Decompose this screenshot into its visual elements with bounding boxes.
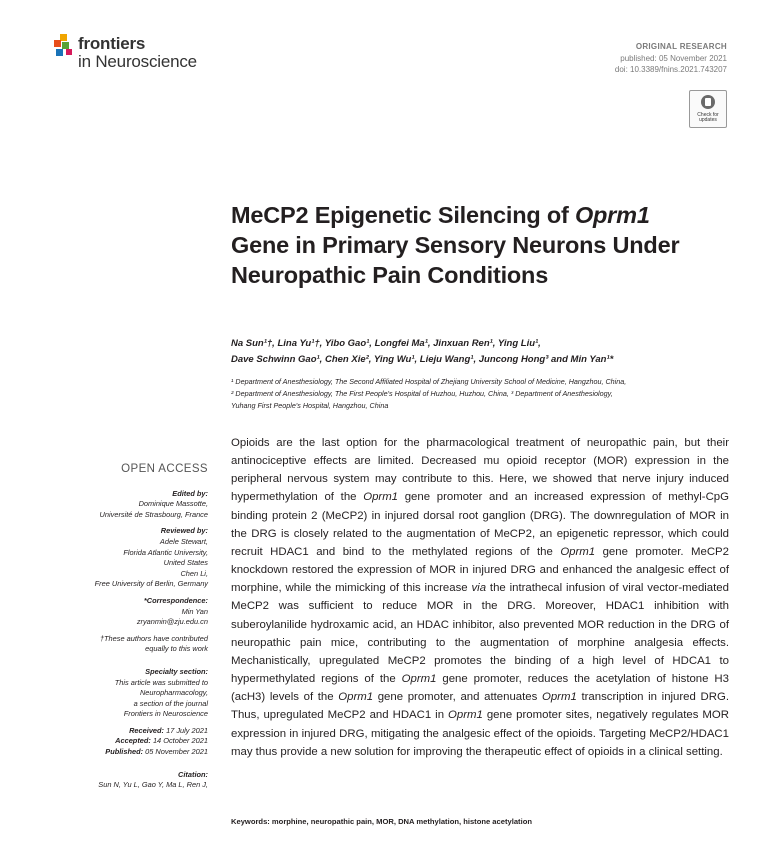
gene-name: Oprm1 — [541, 691, 577, 704]
abstract-text: transcription in injured DRG. Thus, upregulated MeCP2 and HDAC1 in — [231, 691, 729, 722]
title-part2: Gene in Primary Sensory Neurons Under Neuropathic Pain Conditions — [231, 232, 680, 288]
authors-line-2: Dave Schwinn Gao¹, Chen Xie², Ying Wu¹, Lieju Wang¹, Juncong Hong³ and Min Yan¹* — [231, 354, 614, 365]
authors-line-1: Na Sun¹†, Lina Yu¹†, Yibo Gao¹, Longfei Ma¹, Jinxuan Ren¹, Ying Liu¹, — [231, 338, 541, 349]
published-value: 05 November 2021 — [145, 747, 208, 757]
specialty-line: Frontiers in Neuroscience — [123, 709, 208, 719]
journal-name-secondary: in Neuroscience — [78, 52, 197, 71]
reviewer-affiliation: Free University of Berlin, Germany — [94, 579, 208, 589]
abstract-text: gene promoter and an increased expression of methyl-CpG binding protein 2 (MeCP2) in injured dorsal root ganglion (DRG). The downregulation of MOR in the DRG is closely related to the augmentation of MeCP2, an epigenetic repressor, which could recruit HDAC1 and bind to the methylated regions of the — [231, 491, 729, 558]
equal-contribution-note: equally to this work — [145, 644, 208, 654]
gene-name: Oprm1 — [401, 673, 437, 686]
accepted-value: 14 October 2021 — [152, 736, 208, 746]
correspondence-email[interactable]: zryanmin@zju.edu.cn — [136, 617, 208, 627]
correspondence-heading: *Correspondence: — [143, 595, 208, 605]
abstract-emphasis: via — [471, 582, 487, 595]
received-label: Received: — [129, 725, 165, 735]
reviewed-by-heading: Reviewed by: — [160, 526, 208, 536]
edited-by-heading: Edited by: — [172, 488, 208, 498]
specialty-line: This article was submitted to — [114, 677, 208, 687]
specialty-heading: Specialty section: — [145, 666, 208, 676]
author-list — [231, 336, 731, 368]
citation-heading: Citation: — [178, 769, 208, 779]
bookmark-icon — [701, 95, 715, 109]
reviewer-affiliation: Florida Atlantic University, — [123, 547, 208, 557]
published-label: Published: — [105, 747, 144, 757]
open-access-label: OPEN ACCESS — [121, 463, 208, 475]
citation-text: Sun N, Yu L, Gao Y, Ma L, Ren J, — [98, 780, 208, 790]
affiliation-line-2: ² Department of Anesthesiology, The First People's Hospital of Huzhou, Huzhou, China, ³ Department of Anesthesiology, — [231, 389, 613, 398]
abstract-text: gene promoter, reduces the acetylation of histone H3 (acH3) levels of the — [231, 673, 729, 704]
abstract-text: Opioids are the last option for the pharmacological treatment of neuropathic pain, but their antinociceptive effects are limited. Decreased mu opioid receptor (MOR) expression in the peripheral nervous system may contribute to this. Here, we showed that nerve injury induced hypermethylation of the — [231, 437, 729, 504]
gene-name: Oprm1 — [363, 491, 399, 504]
check-updates-label: Check for updates — [697, 112, 719, 123]
accepted-date — [50, 736, 208, 747]
article-title — [231, 200, 711, 290]
editor-name: Dominique Massotte, — [138, 499, 208, 509]
affiliation-line-3: Yuhang First People's Hospital, Hangzhou, China — [231, 401, 389, 410]
check-for-updates-button[interactable] — [689, 90, 727, 128]
received-date — [50, 726, 208, 737]
abstract-text: gene promoter sites, negatively regulates MOR expression in injured DRG, mitigating the analgesic effect of the opioids. Targeting MeCP2/HDAC1 may thus provide a new solution for improving the therapeutic effect of opioids in a clinical setting. — [231, 709, 730, 758]
correspondence-name: Min Yan — [181, 606, 208, 616]
gene-name: Oprm1 — [338, 691, 374, 704]
article-info-sidebar — [50, 464, 208, 791]
received-value: 17 July 2021 — [166, 725, 208, 735]
affiliations — [231, 376, 731, 412]
published-date: published: 05 November 2021 — [620, 54, 727, 63]
gene-name: Oprm1 — [560, 545, 596, 558]
journal-name-primary: frontiers — [78, 34, 146, 53]
reviewer-name: Adele Stewart, — [159, 536, 208, 546]
title-part1: MeCP2 Epigenetic Silencing of — [231, 202, 575, 228]
affiliation-line-1: ¹ Department of Anesthesiology, The Second Affiliated Hospital of Zhejiang University School of Medicine, Hangzhou, China, — [231, 377, 627, 386]
specialty-line: Neuropharmacology, — [139, 688, 208, 698]
abstract-text: the intrathecal infusion of viral vector-mediated MeCP2 was sufficient to reduce MOR in the DRG. Moreover, HDAC1 inhibition with suberoylanilide hydroxamic acid, an HDAC inhibitor, also prevented MOR reduction in the DRG of neuropathic pain mice, contributing to the augmentation of morphine analgesia effects. Mechanistically, upregulated MeCP2 promotes the binding of a high level of HDCA1 to hypermethylated regions of the — [231, 582, 729, 686]
article-type: ORIGINAL RESEARCH — [635, 42, 727, 51]
frontiers-logo-icon — [52, 34, 76, 60]
title-gene: Oprm1 — [574, 202, 650, 228]
abstract-text: gene promoter. MeCP2 knockdown restored the expression of MOR in injured DRG and enhanced the analgesic effect of morphine, while the mimicking of this increase — [231, 545, 729, 595]
editor-affiliation: Université de Strasbourg, France — [99, 509, 208, 519]
reviewer-affiliation: United States — [163, 558, 208, 568]
specialty-line: a section of the journal — [133, 698, 208, 708]
reviewer-name: Chen Li, — [180, 568, 208, 578]
keywords: Keywords: morphine, neuropathic pain, MOR, DNA methylation, histone acetylation — [231, 817, 532, 826]
gene-name: Oprm1 — [448, 709, 483, 722]
accepted-label: Accepted: — [115, 736, 151, 746]
journal-logo — [52, 30, 222, 80]
published-date-sidebar — [50, 747, 208, 758]
equal-contribution-note: †These authors have contributed — [99, 633, 208, 643]
abstract — [231, 434, 729, 761]
doi-link[interactable]: doi: 10.3389/fnins.2021.743207 — [614, 65, 727, 74]
abstract-text: gene promoter, and attenuates — [373, 691, 542, 704]
